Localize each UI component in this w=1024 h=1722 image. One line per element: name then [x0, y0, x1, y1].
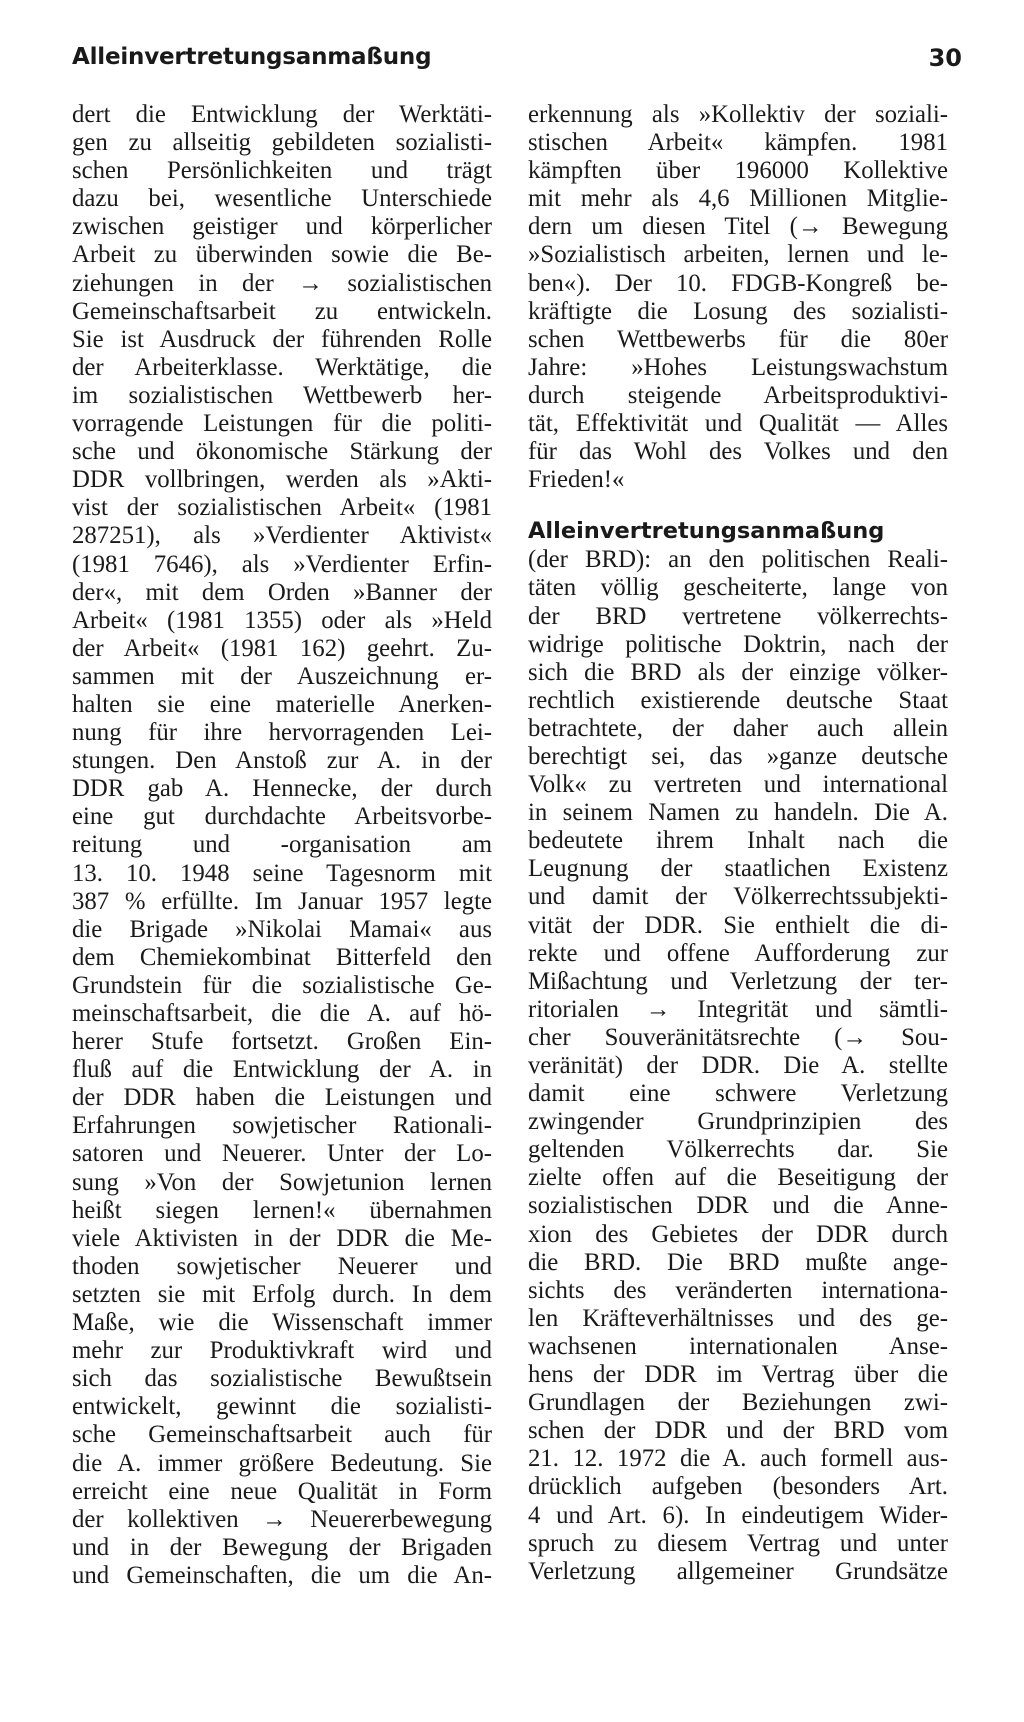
text-line: der DDR haben die Leistungen und [72, 1084, 492, 1112]
text-line: ben«). Der 10. FDGB-Kongreß be- [528, 269, 948, 297]
text-line: vorragende Leistungen für die politi- [72, 410, 492, 438]
text-line: damit eine schwere Verletzung [528, 1080, 948, 1108]
text-line: herer Stufe fortsetzt. Großen Ein- [72, 1028, 492, 1056]
text-line: heißt siegen lernen!« übernahmen [72, 1196, 492, 1224]
text-line: dert die Entwicklung der Werktäti- [72, 101, 492, 128]
entry-body [528, 546, 948, 1585]
text-line: meinschaftsarbeit, die die A. auf hö- [72, 1000, 492, 1027]
text-line: rechtlich existierende deutsche Staat [528, 686, 948, 714]
text-line: halten sie eine materielle Anerken- [72, 690, 492, 718]
text-line: gen zu allseitig gebildeten sozialisti- [72, 129, 492, 157]
text-line: dem Chemiekombinat Bitterfeld den [72, 943, 492, 971]
text-line: satoren und Neuerer. Unter der Lo- [72, 1140, 492, 1168]
text-line: der«, mit dem Orden »Banner der [72, 578, 492, 606]
text-line: Frieden!« [528, 466, 625, 494]
text-line: sichts des veränderten internationa- [528, 1276, 948, 1304]
text-line: reitung und -organisation am [72, 831, 492, 859]
text-line: der Arbeiterklasse. Werktätige, die [72, 353, 492, 381]
entry-gap [528, 494, 948, 516]
text-line: 13. 10. 1948 seine Tagesnorm mit [72, 859, 492, 887]
text-line: in seinem Namen zu handeln. Die A. [528, 799, 948, 827]
text-line: nung für ihre hervorragenden Lei- [72, 719, 492, 747]
text-line: durch steigende Arbeitsproduktivi- [528, 381, 948, 409]
text-line: erkennung als »Kollektiv der soziali- [528, 101, 948, 128]
text-line: und damit der Völkerrechtssubjekti- [528, 883, 948, 911]
text-line: die A. immer größere Bedeutung. Sie [72, 1449, 492, 1477]
text-line: erreicht eine neue Qualität in Form [72, 1477, 492, 1505]
text-line: im sozialistischen Wettbewerb her- [72, 381, 492, 409]
text-line: betrachtete, der daher auch allein [528, 714, 948, 742]
text-line: zwischen geistiger und körperlicher [72, 213, 492, 241]
text-line: veränität) der DDR. Die A. stellte [528, 1052, 948, 1079]
text-line: schen Wettbewerbs für die 80er [528, 325, 948, 353]
text-line: und in der Bewegung der Brigaden [72, 1533, 492, 1561]
text-line: viele Aktivisten in der DDR die Me- [72, 1224, 492, 1252]
text-line: für das Wohl des Volkes und den [528, 438, 948, 466]
text-line: tät, Effektivität und Qualität — Alles [528, 410, 948, 438]
text-line: kräftigte die Losung des sozialisti- [528, 297, 948, 325]
text-line: 387 % erfüllte. Im Januar 1957 legte [72, 887, 492, 915]
text-line: schen Persönlichkeiten und trägt [72, 157, 492, 185]
text-line: eine gut durchdachte Arbeitsvorbe- [72, 803, 492, 831]
text-line: Arbeit« (1981 1355) oder als »Held [72, 606, 492, 634]
entry-heading: Alleinvertretungsanmaßung [528, 518, 885, 545]
text-line: Leugnung der staatlichen Existenz [528, 855, 948, 883]
text-line: (der BRD): an den politischen Reali- [528, 546, 948, 574]
text-line: widrige politische Doktrin, nach der [528, 630, 948, 658]
page-number: 30 [928, 44, 962, 72]
text-line: spruch zu diesem Vertrag und unter [528, 1529, 948, 1557]
text-line: vist der sozialistischen Arbeit« (1981 [72, 494, 492, 522]
text-line: hens der DDR im Vertrag über die [528, 1361, 948, 1389]
text-line: drücklich aufgeben (besonders Art. [528, 1473, 948, 1501]
text-line: 21. 12. 1972 die A. auch formell aus- [528, 1445, 948, 1473]
text-line: stungen. Den Anstoß zur A. in der [72, 747, 492, 775]
text-line: die BRD. Die BRD mußte ange- [528, 1248, 948, 1276]
text-line: 287251), als »Verdienter Aktivist« [72, 522, 492, 550]
text-line: DDR gab A. Hennecke, der durch [72, 775, 492, 803]
text-line: Gemeinschaftsarbeit zu entwickeln. [72, 297, 492, 325]
text-line: Grundlagen der Beziehungen zwi- [528, 1389, 948, 1417]
text-line: geltenden Völkerrechts dar. Sie [528, 1136, 948, 1164]
text-line: xion des Gebietes der DDR durch [528, 1220, 948, 1248]
text-line: stischen Arbeit« kämpfen. 1981 [528, 129, 948, 157]
text-line: rekte und offene Aufforderung zur [528, 939, 948, 967]
text-line: und Gemeinschaften, die um die An- [72, 1561, 492, 1589]
text-line: Volk« zu vertreten und international [528, 771, 948, 799]
text-line: wachsenen internationalen Anse- [528, 1332, 948, 1360]
text-line: thoden sowjetischer Neuerer und [72, 1252, 492, 1280]
text-line: ritorialen → Integrität und sämtli- [528, 995, 948, 1023]
text-line: bedeutete ihrem Inhalt nach die [528, 827, 948, 855]
text-line: Grundstein für die sozialistische Ge- [72, 971, 492, 999]
text-line: die Brigade »Nikolai Mamai« aus [72, 915, 492, 943]
text-line: sche Gemeinschaftsarbeit auch für [72, 1421, 492, 1449]
running-head: Alleinvertretungsanmaßung [72, 44, 432, 70]
text-line: der Arbeit« (1981 162) geehrt. Zu- [72, 634, 492, 662]
text-line: cher Souveränitätsrechte (→ Sou- [528, 1023, 948, 1051]
text-line: sozialistischen DDR und die Anne- [528, 1192, 948, 1220]
text-line: sich die BRD als der einzige völker- [528, 658, 948, 686]
text-line: sche und ökonomische Stärkung der [72, 438, 492, 466]
text-line: DDR vollbringen, werden als »Akti- [72, 466, 492, 494]
right-column [528, 101, 948, 1586]
left-column [72, 101, 492, 1590]
text-line: »Sozialistisch arbeiten, lernen und le- [528, 241, 948, 269]
text-line: (1981 7646), als »Verdienter Erfin- [72, 550, 492, 578]
text-line: vität der DDR. Sie enthielt die di- [528, 911, 948, 939]
text-line: Arbeit zu überwinden sowie die Be- [72, 241, 492, 269]
text-line: ziehungen in der → sozialistischen [72, 269, 492, 297]
text-line: Verletzung allgemeiner Grundsätze [528, 1557, 948, 1585]
text-line: zielte offen auf die Beseitigung der [528, 1164, 948, 1192]
previous-entry-continuation [528, 101, 948, 494]
text-line: len Kräfteverhältnisses und des ge- [528, 1304, 948, 1332]
text-line: Jahre: »Hohes Leistungswachstum [528, 353, 948, 381]
text-line: entwickelt, gewinnt die sozialisti- [72, 1393, 492, 1421]
text-line: mehr zur Produktivkraft wird und [72, 1337, 492, 1365]
text-line: täten völlig gescheiterte, lange von [528, 574, 948, 602]
text-line: 4 und Art. 6). In eindeutigem Wider- [528, 1501, 948, 1529]
text-line: Erfahrungen sowjetischer Rationali- [72, 1112, 492, 1140]
text-line: zwingender Grundprinzipien des [528, 1108, 948, 1136]
text-line: der BRD vertretene völkerrechts- [528, 602, 948, 630]
text-line: sung »Von der Sowjetunion lernen [72, 1168, 492, 1196]
text-line: kämpften über 196000 Kollektive [528, 157, 948, 185]
text-line: sich das sozialistische Bewußtsein [72, 1365, 492, 1393]
text-line: sammen mit der Auszeichnung er- [72, 662, 492, 690]
text-line: Mißachtung und Verletzung der ter- [528, 967, 948, 995]
text-line: dazu bei, wesentliche Unterschiede [72, 185, 492, 213]
text-line: Sie ist Ausdruck der führenden Rolle [72, 325, 492, 353]
text-line: setzten sie mit Erfolg durch. In dem [72, 1280, 492, 1308]
text-line: dern um diesen Titel (→ Bewegung [528, 213, 948, 241]
text-line: fluß auf die Entwicklung der A. in [72, 1056, 492, 1084]
text-line: mit mehr als 4,6 Millionen Mitglie- [528, 185, 948, 213]
text-line: berechtigt sei, das »ganze deutsche [528, 742, 948, 770]
text-line: Maße, wie die Wissenschaft immer [72, 1309, 492, 1337]
text-line: der kollektiven → Neuererbewegung [72, 1505, 492, 1533]
text-line: schen der DDR und der BRD vom [528, 1417, 948, 1445]
